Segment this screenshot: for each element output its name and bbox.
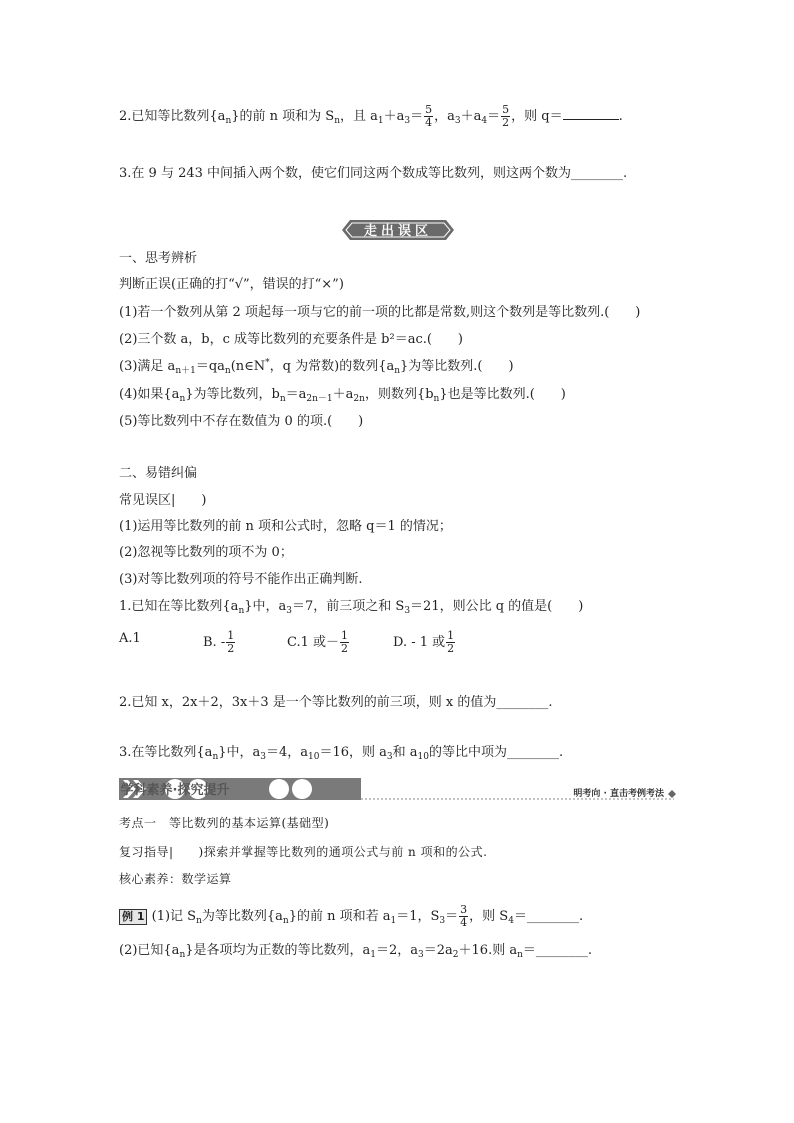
fraction-3-4: $\frac{3}{4}$ bbox=[460, 903, 468, 929]
option-a: A.1 bbox=[119, 631, 141, 646]
review-guide: 复习指导| )探索并掌握等比数列的通项公式与前 n 项和的公式. bbox=[119, 845, 488, 859]
option-c: C.1 或－ $\frac{1}{2}$ bbox=[287, 629, 349, 655]
mistake-1: (1)运用等比数列的前 n 项和公式时，忽略 q＝1 的情况； bbox=[119, 519, 452, 534]
judge-item-1: (1)若一个数列从第 2 项起每一项与它的前一项的比都是常数,则这个数列是等比数列.( ) bbox=[119, 305, 641, 320]
fraction-5-4: $\frac{5}{4}$ bbox=[425, 103, 433, 129]
question-2: 2.已知等比数列$\{a_n\}$的前 n 项和为 $S_n$，且 $a_1+a_3=$ $\frac{5}{4}$ ，$a_3+a_4=$ $\frac{5}{2}$ ，则 q＝ . bbox=[119, 103, 623, 129]
banner2-title: 学科素养·探究提升 bbox=[120, 783, 230, 798]
question-3: 3.在 9 与 243 中间插入两个数，使它们同这两个数成等比数列，则这两个数为________. bbox=[119, 166, 628, 181]
option-d: D. - 1 或 $\frac{1}{2}$ bbox=[393, 629, 455, 655]
answer-blank bbox=[563, 107, 619, 120]
fraction-5-2: $\frac{5}{2}$ bbox=[502, 103, 510, 129]
core-literacy: 核心素养：数学运算 bbox=[119, 872, 232, 886]
kaodian-title: 考点一 等比数列的基本运算(基础型) bbox=[119, 816, 330, 830]
problem-2: 2.已知 x，2x＋2，3x＋3 是一个等比数列的前三项，则 x 的值为________. bbox=[119, 695, 553, 710]
example-label: 例 1 bbox=[119, 909, 147, 925]
section-title-errors: 二、易错纠偏 bbox=[119, 466, 198, 481]
mistake-2: (2)忽视等比数列的项不为 0； bbox=[119, 545, 293, 560]
mistake-3: (3)对等比数列项的符号不能作出正确判断. bbox=[119, 572, 363, 587]
banner2-right: 明考向 · 直击考例考法 bbox=[573, 789, 664, 799]
section-title-thinking: 一、思考辨析 bbox=[119, 251, 198, 266]
banner-xue-ke-su-yang bbox=[119, 774, 679, 802]
banner-title: 走出误区 bbox=[363, 224, 433, 239]
judge-item-2: (2)三个数 a，b，c 成等比数列的充要条件是 b²＝ac.( ) bbox=[119, 332, 464, 347]
common-mistakes: 常见误区| ) bbox=[119, 493, 207, 508]
judge-intro: 判断正误(正确的打“√”，错误的打“×”) bbox=[119, 277, 344, 292]
problem-1: 1.已知在等比数列$\{a_n\}$中，$a_3=7$，前三项之和 $S_3=21$，则公比 q 的值是( ) bbox=[119, 599, 584, 616]
judge-item-4: (4)如果$\{a_n\}$为等比数列，$b_n=a_{2n-1}+a_{2n}$，则数列$\{b_n\}$也是等比数列.( ) bbox=[119, 387, 566, 404]
example-1-part-1: 例 1 (1)记 $S_n$为等比数列$\{a_n\}$的前 n 项和若 $a_1=1$，$S_3=$ $\frac{3}{4}$ ，则 $S_4=\_\_\_\_\_\_\_\_$. bbox=[119, 904, 583, 929]
judge-item-5: (5)等比数列中不存在数值为 0 的项.( ) bbox=[119, 414, 364, 429]
banner-zou-chu-wu-qu bbox=[342, 218, 454, 242]
problem-3: 3.在等比数列$\{a_n\}$中，$a_3=4$，$a_{10}=16$，则 $a_3$和 $a_{10}$的等比中项为________. bbox=[119, 745, 564, 762]
example-1-part-2: (2)已知$\{a_n\}$是各项均为正数的等比数列，$a_1=2$，$a_3=2a_2+16$.则 $a_n=\_\_\_\_\_\_\_\_$. bbox=[119, 943, 593, 960]
option-b: B. - $\frac{1}{2}$ bbox=[203, 629, 235, 655]
judge-item-3: (3)满足 $a_{n+1}=qa_n(n\in N^*$，q 为常数)的数列$\{a_n\}$为等比数列.( ) bbox=[119, 358, 514, 376]
